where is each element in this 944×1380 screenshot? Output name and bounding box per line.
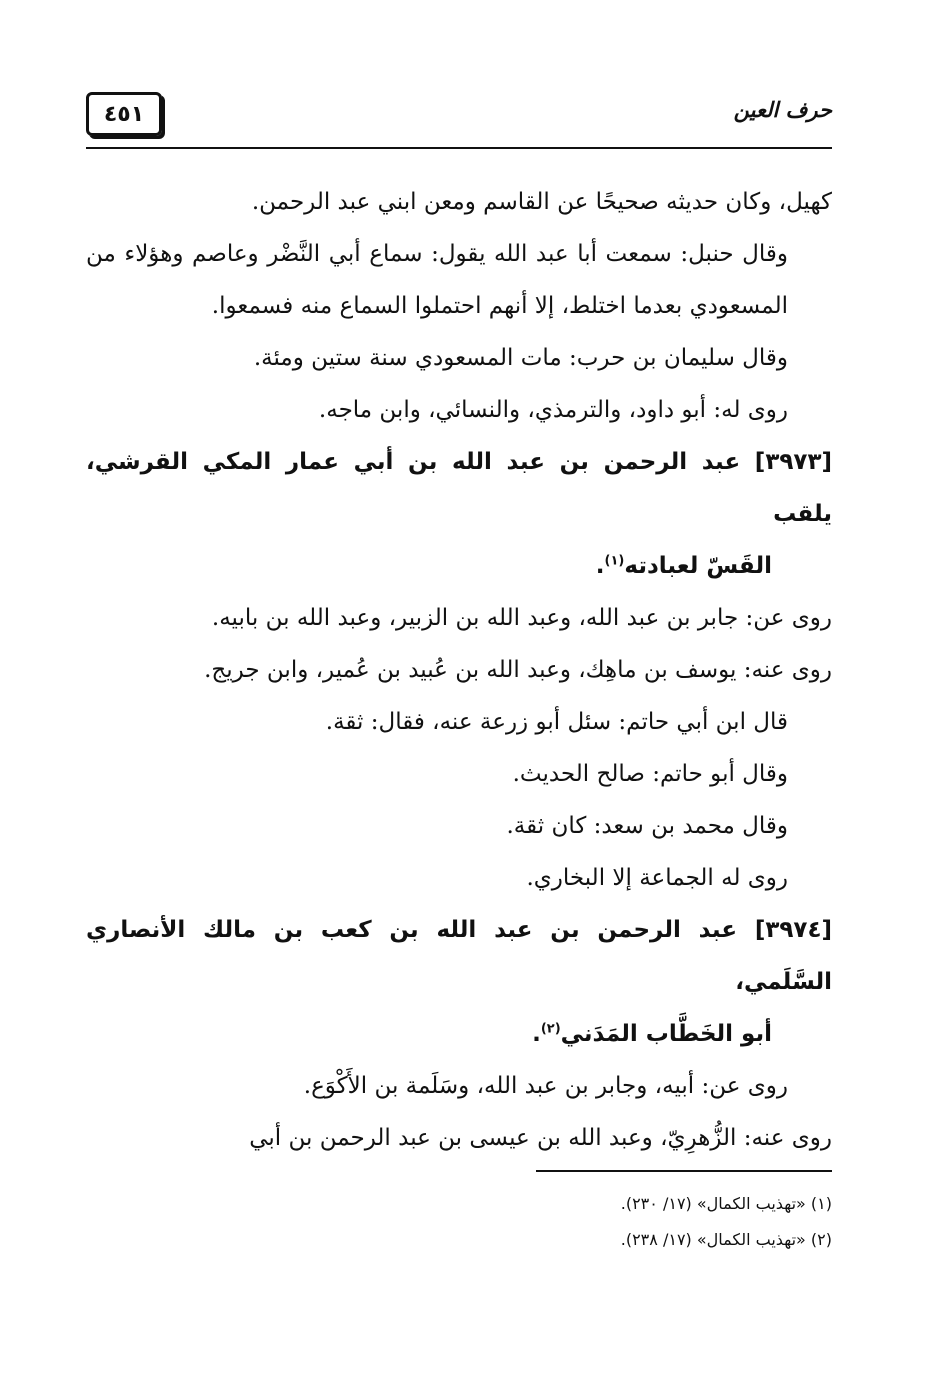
page-header	[86, 92, 832, 148]
text-paragraph: روى عنه: يوسف بن ماهِك، وعبد الله بن عُبيد بن عُمير، وابن جريج.	[204, 657, 832, 683]
text-paragraph: روى له الجماعة إلا البخاري.	[526, 865, 788, 891]
header-rule	[86, 147, 832, 149]
entry-heading-end: .	[532, 1021, 541, 1047]
text-paragraph: قال ابن أبي حاتم: سئل أبو زرعة عنه، فقال: ثقة.	[325, 709, 788, 735]
text-paragraph: روى له: أبو داود، والترمذي، والنسائي، وابن ماجه.	[318, 397, 788, 423]
page-number-box: ٤٥١	[86, 92, 162, 136]
entry-heading-cont-text: أبو الخَطَّاب المَدَني	[560, 1021, 772, 1047]
entry-heading-text: [٣٩٧٣] عبد الرحمن بن عبد الله بن أبي عمار المكي القرشي، يلقب	[86, 449, 832, 527]
footnote-ref: (١)	[604, 553, 625, 569]
text-paragraph: وقال أبو حاتم: صالح الحديث.	[512, 761, 788, 787]
running-title: حرف العين	[733, 98, 832, 122]
entry-heading-continuation	[86, 540, 832, 592]
entry-heading-text: [٣٩٧٤] عبد الرحمن بن عبد الله بن كعب بن مالك الأنصاري السَّلَمي،	[86, 917, 832, 995]
entry-heading-3974	[86, 904, 832, 1060]
footnote-1: (١) «تهذيب الكمال» (١٧/ ٢٣٠).	[620, 1194, 832, 1213]
text-line: كهيل، وكان حديثه صحيحًا عن القاسم ومعن ابني عبد الرحمن.	[251, 189, 832, 215]
text-paragraph: روى عنه: الزُّهرِيّ، وعبد الله بن عيسى بن عبد الرحمن بن أبي	[249, 1125, 832, 1151]
footnote-2: (٢) «تهذيب الكمال» (١٧/ ٢٣٨).	[620, 1230, 832, 1249]
footnotes	[86, 1186, 832, 1258]
text-paragraph: وقال سليمان بن حرب: مات المسعودي سنة ستين ومئة.	[253, 345, 788, 371]
main-text	[86, 176, 832, 1164]
text-paragraph: روى عن: جابر بن عبد الله، وعبد الله بن الزبير، وعبد الله بن بابيه.	[211, 605, 832, 631]
text-paragraph: وقال محمد بن سعد: كان ثقة.	[506, 813, 788, 839]
entry-heading-3973	[86, 436, 832, 592]
footnote-rule	[536, 1170, 832, 1172]
entry-heading-cont-text: القَسّ لعبادته	[624, 553, 772, 579]
text-paragraph: روى عن: أبيه، وجابر بن عبد الله، وسَلَمة بن الأَكْوَع.	[303, 1073, 788, 1099]
text-paragraph: وقال حنبل: سمعت أبا عبد الله يقول: سماع أبي النَّضْر وعاصم وهؤلاء من المسعودي بعدما اختلط، إلا أنهم احتملوا السماع منه فسمعوا.	[86, 241, 788, 319]
footnote-ref: (٢)	[540, 1021, 561, 1037]
entry-heading-continuation	[86, 1008, 832, 1060]
entry-heading-end: .	[595, 553, 605, 579]
